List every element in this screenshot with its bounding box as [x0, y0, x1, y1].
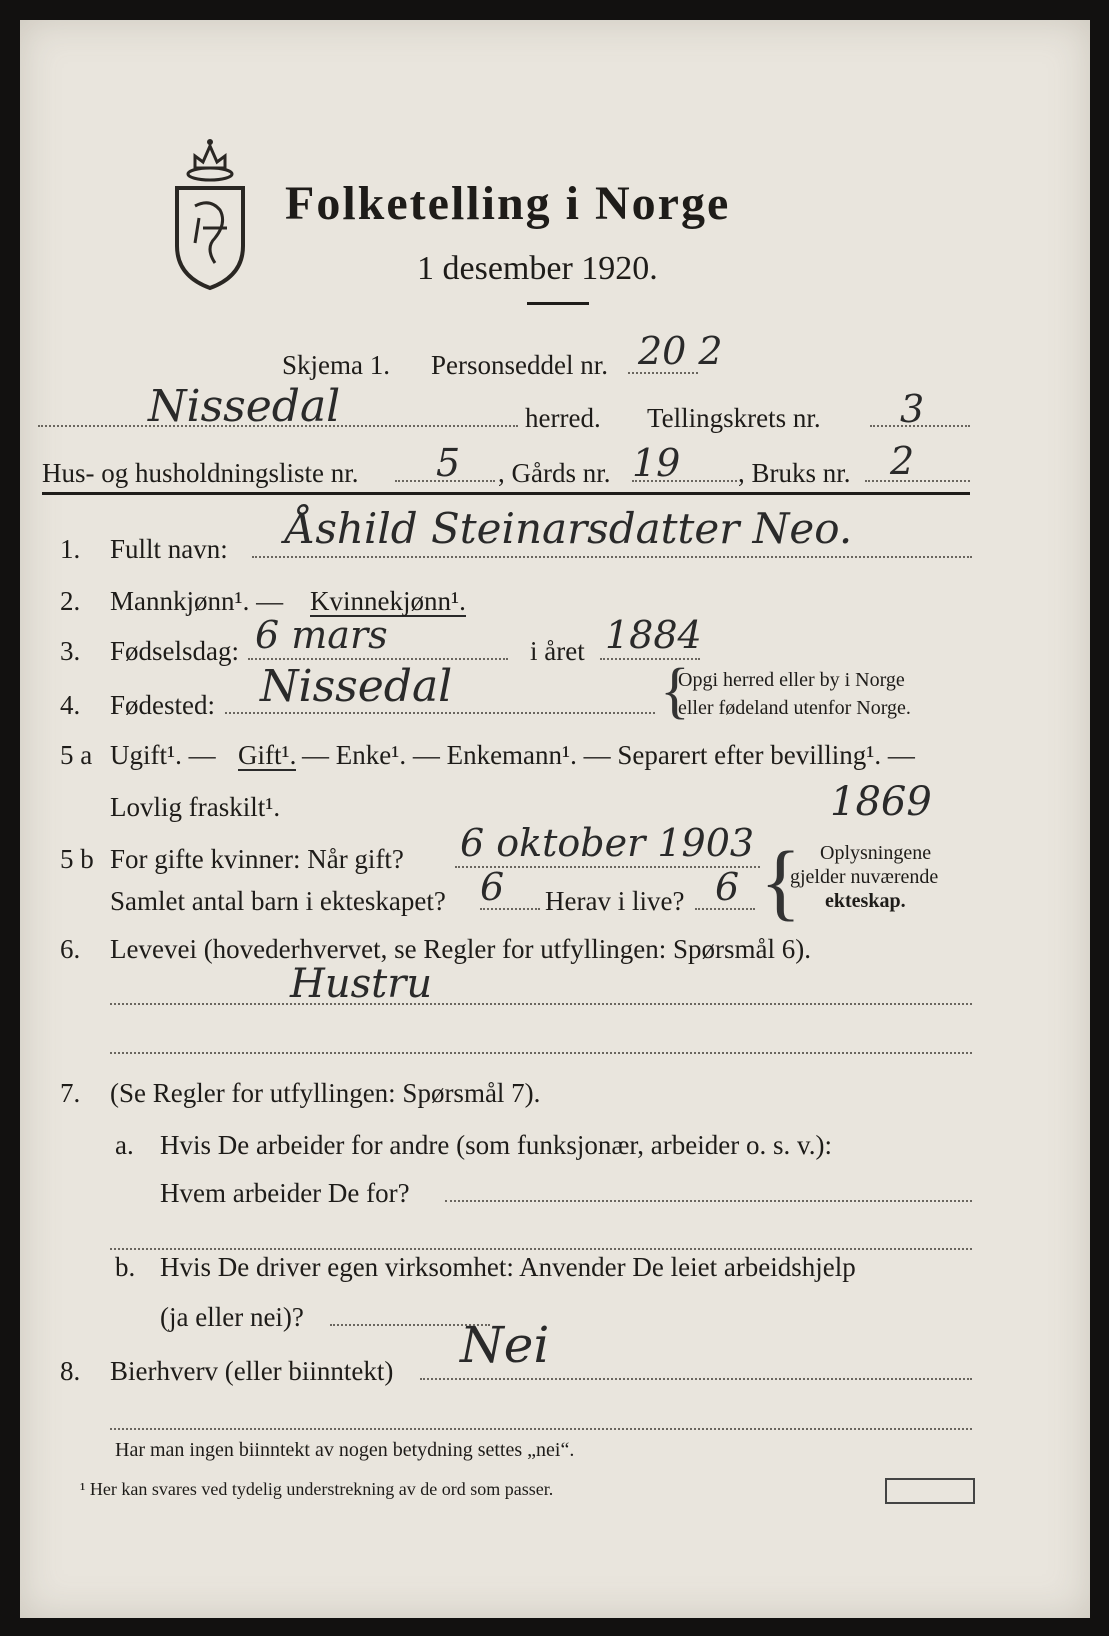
q5b-children-label: Samlet antal barn i ekteskapet? [110, 886, 446, 916]
q1-number: 1. [60, 534, 81, 564]
q5b-number: 5 b [60, 844, 94, 874]
birthplace-value[interactable]: Nissedal [260, 661, 453, 712]
page-title: Folketelling i Norge [285, 177, 731, 230]
margin-note-year: 1869 [830, 779, 932, 825]
herred-value[interactable]: Nissedal [148, 381, 341, 432]
q5a-lovlig: Lovlig fraskilt¹. [110, 792, 281, 822]
husliste-label: Hus- og husholdningsliste nr. [42, 458, 359, 488]
personseddel-label: Personseddel nr. [431, 350, 608, 380]
birth-year-value[interactable]: 1884 [605, 613, 702, 657]
gards-value[interactable]: 19 [632, 441, 681, 485]
q5b-note-line1: Oplysningene [820, 842, 932, 864]
q4-number: 4. [60, 690, 81, 720]
footnote: ¹ Her kan svares ved tydelig understrekning av de ord som passer. [80, 1479, 554, 1499]
q7a-line2: Hvem arbeider De for? [160, 1178, 410, 1208]
schema-label: Skjema 1. [282, 350, 390, 380]
q5a-ugift: Ugift¹. — [110, 740, 216, 770]
q5b-label: For gifte kvinner: Når gift? [110, 844, 404, 874]
husliste-value[interactable]: 5 [436, 441, 461, 485]
q7-label: (Se Regler for utfyllingen: Spørsmål 7). [110, 1078, 541, 1108]
coat-of-arms-icon [165, 128, 255, 293]
tellingskrets-label: Tellingskrets nr. [647, 403, 821, 433]
q5b-note-line3: ekteskap. [825, 890, 906, 912]
q4-label: Fødested: [110, 690, 215, 720]
q8-label: Bierhverv (eller biinntekt) [110, 1356, 394, 1386]
q5a-number: 5 a [60, 740, 93, 770]
gards-label: , Gårds nr. [498, 458, 611, 488]
herred-label: herred. [525, 403, 601, 433]
q7b-line1: Hvis De driver egen virksomhet: Anvender De leiet arbeidshjelp [160, 1252, 856, 1282]
form-sheet: Folketelling i Norge 1 desember 1920. Skjema 1. Personseddel nr. 20 2 Nissedal herred. Tellingskrets nr. 3 Hus- og husholdningsliste nr. 5 , Gårds nr. 19 , Bruks nr. 2 1. Fullt navn: Åshild Steinarsdatter Neo. 2. Mannkjønn¹. — Kvinnekjønn¹. 3. Fødselsdag: 6 mars i året 1884 4. Fødested: Nissedal { Opgi herred eller by i Norge eller fødeland utenfor Norge. 5 a Ugift¹. — Gift¹. — Enke¹. — Enkemann¹. — Separert efter bevilling¹. — Lovlig fraskilt¹. 1869 5 b For gifte kvinner: Når gift? 6 oktober 1903 Samlet antal barn i ekteskapet? 6 Herav i live? 6 { Oplysningene gjelder nuværende ekteskap. 6. Levevei (hovederhvervet, se Regler for utfyllingen: Spørsmål 6). Hustru 7. (Se Regler for utfyllingen: Spørsmål 7). a. Hvis De arbeider for andre (som funksjonær, arbeider o. s. v.): Hvem arbeider De for? b. Hvis De driver egen virksomhet: Anvender De leiet arbeidshjelp (ja eller nei)? 8. Bierhverv (eller biinntekt) Nei Har man ingen biinntekt av nogen betydning settes „nei“. ¹ Her kan svares ved tydelig understrekning av de ord som passer. [20, 20, 1090, 1618]
q1-label: Fullt navn: [110, 534, 228, 564]
full-name-value[interactable]: Åshild Steinarsdatter Neo. [285, 504, 853, 553]
q7b-letter: b. [115, 1252, 136, 1282]
birthday-value[interactable]: 6 mars [255, 613, 388, 657]
q2-option-mann: Mannkjønn¹. — [110, 586, 284, 616]
printer-stamp [885, 1478, 975, 1504]
q5b-alive-label: Herav i live? [545, 886, 685, 916]
q8-number: 8. [60, 1356, 81, 1386]
q5a-gift: Gift¹. [238, 740, 297, 770]
q3-number: 3. [60, 636, 81, 666]
tellingskrets-value[interactable]: 3 [900, 387, 925, 431]
q4-note-line2: eller fødeland utenfor Norge. [678, 697, 911, 719]
q4-note-line1: Opgi herred eller by i Norge [678, 669, 905, 691]
q3-year-label: i året [530, 636, 585, 666]
children-alive-value[interactable]: 6 [715, 865, 740, 909]
married-date-value[interactable]: 6 oktober 1903 [460, 821, 755, 865]
q6-number: 6. [60, 934, 81, 964]
occupation-value[interactable]: Hustru [290, 961, 433, 1007]
income-note: Har man ingen biinntekt av nogen betydning settes „nei“. [115, 1439, 575, 1461]
q2-number: 2. [60, 586, 81, 616]
q2-option-kvinne: Kvinnekjønn¹. [310, 586, 466, 616]
q7-number: 7. [60, 1078, 81, 1108]
title-divider [527, 302, 589, 305]
personseddel-value[interactable]: 20 2 [638, 329, 723, 373]
q5b-note-line2: gjelder nuværende [790, 866, 939, 888]
q6-label: Levevei (hovederhvervet, se Regler for utfyllingen: Spørsmål 6). [110, 934, 812, 964]
bruks-value[interactable]: 2 [890, 439, 915, 483]
header-divider [42, 492, 970, 495]
side-income-value[interactable]: Nei [460, 1316, 550, 1374]
page-subtitle: 1 desember 1920. [417, 250, 658, 287]
q7b-line2: (ja eller nei)? [160, 1302, 304, 1332]
children-total-value[interactable]: 6 [480, 865, 505, 909]
q3-label: Fødselsdag: [110, 636, 240, 666]
q7a-line1: Hvis De arbeider for andre (som funksjonær, arbeider o. s. v.): [160, 1130, 832, 1160]
q7a-letter: a. [115, 1130, 134, 1160]
q5a-rest: — Enke¹. — Enkemann¹. — Separert efter bevilling¹. — [302, 740, 915, 770]
bruks-label: , Bruks nr. [738, 458, 851, 488]
